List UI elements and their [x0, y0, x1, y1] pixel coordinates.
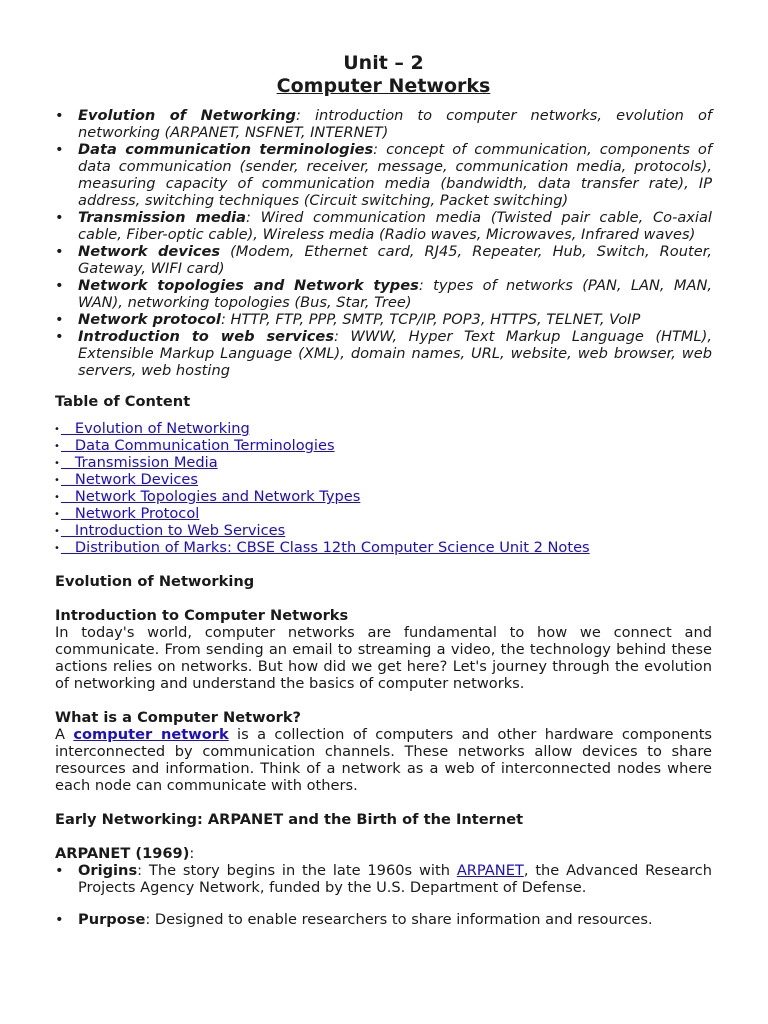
- computer-network-link[interactable]: computer network: [73, 726, 229, 743]
- toc-item: [55, 488, 712, 505]
- toc-link-distribution-of-marks[interactable]: Distribution of Marks: CBSE Class 12th Computer Science Unit 2 Notes: [61, 539, 590, 556]
- document-page: [55, 52, 712, 928]
- topic-item: [55, 311, 712, 328]
- toc-item: [55, 437, 712, 454]
- toc-link-network-devices[interactable]: Network Devices: [61, 471, 199, 488]
- toc-item: [55, 471, 712, 488]
- early-networking-heading: Early Networking: ARPANET and the Birth of the Internet: [55, 811, 524, 828]
- toc-link-topologies[interactable]: Network Topologies and Network Types: [61, 488, 361, 505]
- evolution-heading: Evolution of Networking: [55, 573, 255, 590]
- what-rest: is a collection of computers and other hardware components interconnected by communication channels. These networks allow devices to share resources and information. Think of a network as a web of interconnected nodes where each node can communicate with others.: [55, 726, 713, 794]
- toc-item: [55, 522, 712, 539]
- intro-heading: Introduction to Computer Networks: [55, 607, 349, 624]
- topic-item: [55, 277, 712, 311]
- table-of-contents: [55, 420, 712, 556]
- origins-text-b: , the Advanced Research Projects Agency Network, funded by the U.S. Department of Defense.: [78, 862, 713, 896]
- topic-item: [55, 328, 712, 379]
- toc-item: [55, 454, 712, 471]
- topic-text: : HTTP, FTP, PPP, SMTP, TCP/IP, POP3, HTTPS, TELNET, VoIP: [220, 311, 641, 328]
- topic-bold: Introduction to web services: [78, 328, 335, 345]
- topic-bold: Transmission media: [78, 209, 247, 226]
- origins-text-a: : The story begins in the late 1960s with: [137, 862, 457, 879]
- unit-label: Unit – 2: [343, 52, 424, 74]
- topic-item: [55, 141, 712, 209]
- purpose-text: : Designed to enable researchers to share information and resources.: [145, 911, 653, 928]
- topic-item: [55, 243, 712, 277]
- toc-item: [55, 505, 712, 522]
- origins-item: [55, 862, 712, 896]
- topic-bold: Network topologies and Network types: [78, 277, 419, 294]
- topic-bold: Network devices: [78, 243, 221, 260]
- toc-link-evolution[interactable]: Evolution of Networking: [61, 420, 250, 437]
- topic-text: : types of networks (PAN, LAN, MAN, WAN), networking topologies (Bus, Star, Tree): [78, 277, 713, 311]
- topic-text: (Modem, Ethernet card, RJ45, Repeater, Hub, Switch, Router, Gateway, WIFI card): [78, 243, 712, 277]
- purpose-label: Purpose: [78, 911, 146, 928]
- syllabus-topics-list: [55, 107, 712, 379]
- topic-bold: Data communication terminologies: [78, 141, 374, 158]
- arpanet-colon: :: [189, 845, 195, 862]
- intro-paragraph: In today's world, computer networks are fundamental to how we connect and communicate. From sending an email to streaming a video, the technology behind these actions relies on networks. But how did we get here? Let's journey through the evolution of networking and understand the basics of computer networks.: [55, 624, 712, 692]
- arpanet-link[interactable]: ARPANET: [456, 862, 524, 879]
- toc-heading: Table of Content: [55, 393, 191, 410]
- topic-bold: Network protocol: [78, 311, 221, 328]
- arpanet-heading: ARPANET (1969): [55, 845, 190, 862]
- topic-text: : Wired communication media (Twisted pair cable, Co-axial cable, Fiber-optic cable), Wireless media (Radio waves, Microwaves, Infrared waves): [78, 209, 712, 243]
- topic-text: : WWW, Hyper Text Markup Language (HTML), Extensible Markup Language (XML), domain names, URL, website, web browser, web servers, web hosting: [78, 328, 712, 379]
- toc-link-transmission-media[interactable]: Transmission Media: [61, 454, 218, 471]
- arpanet-heading-line: [55, 845, 712, 862]
- toc-item: [55, 420, 712, 437]
- topic-bold: Evolution of Networking: [78, 107, 296, 124]
- topic-text: : introduction to computer networks, evolution of networking (ARPANET, NSFNET, INTERNET): [78, 107, 713, 141]
- what-is-network-heading: What is a Computer Network?: [55, 709, 301, 726]
- toc-link-data-communication[interactable]: Data Communication Terminologies: [61, 437, 335, 454]
- topic-item: [55, 209, 712, 243]
- what-prefix: A: [55, 726, 74, 743]
- toc-link-network-protocol[interactable]: Network Protocol: [61, 505, 200, 522]
- topic-item: [55, 107, 712, 141]
- what-is-network-paragraph: [55, 726, 712, 794]
- purpose-item: [55, 911, 712, 928]
- arpanet-bullets: [55, 862, 712, 928]
- page-title: Computer Networks: [276, 75, 491, 97]
- toc-link-web-services[interactable]: Introduction to Web Services: [61, 522, 286, 539]
- topic-text: : concept of communication, components of data communication (sender, receiver, message, communication media, protocols), measuring capacity of communication media (bandwidth, data transfer rate), IP address, switching techniques (Circuit switching, Packet switching): [78, 141, 712, 209]
- origins-label: Origins: [78, 862, 138, 879]
- toc-item: [55, 539, 712, 556]
